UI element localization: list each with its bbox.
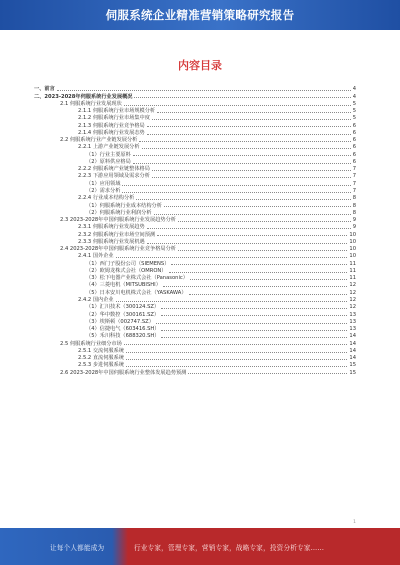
toc-entry[interactable] [34,238,356,245]
toc-leader-dots [188,373,347,374]
toc-entry-page: 4 [352,86,356,93]
toc-leader-dots [126,359,347,360]
report-title: 伺服系统企业精准营销策略研究报告 [105,8,295,22]
toc-entry[interactable] [34,274,356,281]
toc-entry[interactable] [34,187,356,194]
toc-entry[interactable] [34,129,356,136]
toc-leader-dots [152,119,351,120]
toc-entry-label: （5）禾川科技（688320.SH） [86,333,160,340]
toc-entry-label: 2.1.4 伺服系统行业发展态势 [78,129,145,136]
toc-entry-label: 2.1 伺服系统行业发展现状 [60,100,122,107]
toc-leader-dots [161,330,347,331]
toc-entry-page: 13 [349,318,356,325]
toc-entry-label: 2.1.2 伺服系统行业市场集中度 [78,115,150,122]
toc-entry-label: （2）需求分析 [86,187,121,194]
toc-entry-label: 2.1.1 伺服系统行业市场规模分析 [78,108,156,115]
toc-entry-page: 10 [349,246,356,253]
toc-entry-page: 14 [349,340,356,347]
toc-leader-dots [122,192,350,193]
toc-leader-dots [133,155,351,156]
toc-entry-label: 2.3 2023-2028年中国伺服系统行业发展趋势分析 [60,217,176,224]
toc-entry-label: 2.5.3 步进伺服系统 [78,362,124,369]
toc-entry[interactable] [34,296,356,303]
toc-entry-page: 10 [349,253,356,260]
toc-leader-dots [124,105,351,106]
toc-entry[interactable] [34,172,356,179]
toc-entry-label: 2.3.2 伺服系统行业市场空间预测 [78,231,156,238]
toc-entry[interactable] [34,165,356,172]
toc-entry-label: （1）西门子股份公司（SIEMENS） [86,260,170,267]
toc-entry-label: 2.2.2 伺服系统产业链整体格局 [78,166,150,173]
toc-entry-page: 6 [352,137,356,144]
toc-entry-page: 6 [352,129,356,136]
toc-entry[interactable] [34,216,356,223]
toc-entry[interactable] [34,150,356,157]
toc-leader-dots [157,235,347,236]
toc-leader-dots [169,272,348,273]
toc-entry-page: 12 [349,282,356,289]
toc-entry-page: 6 [352,151,356,158]
toc-entry-label: 2.2.4 行业成本结构分析 [78,195,135,202]
toc-entry-label: 2.3.3 伺服系统行业发展机遇 [78,238,145,245]
toc-leader-dots [161,337,347,338]
toc-entry-page: 9 [352,224,356,231]
toc-entry[interactable] [34,92,356,99]
toc-leader-dots [124,344,348,345]
toc-entry-page: 7 [352,187,356,194]
toc-leader-dots [189,294,348,295]
toc-entry-label: 一、前言 [34,86,55,93]
toc-leader-dots [134,97,350,98]
toc-leader-dots [178,221,351,222]
toc-entry-label: 2.5.1 交流伺服系统 [78,347,124,354]
toc-entry-page: 12 [349,289,356,296]
toc-entry[interactable] [34,114,356,121]
toc-leader-dots [116,257,348,258]
toc-leader-dots [136,199,350,200]
toc-entry-page: 8 [352,195,356,202]
toc-leader-dots [161,315,347,316]
toc-leader-dots [164,206,351,207]
toc-entry-label: 2.4 2023-2028年中国伺服系统行业竞争格局分析 [60,246,176,253]
toc-entry-label: （2）伺服系统行业利润分析 [86,209,152,216]
footer-tagline: 行业专家，管理专家，营销专家，战略专家，投资分析专家…… [134,544,325,552]
toc-entry-page: 14 [349,347,356,354]
toc-entry-page: 5 [352,115,356,122]
toc-leader-dots [122,185,350,186]
toc-entry-page: 14 [349,333,356,340]
toc-leader-dots [161,308,347,309]
toc-entry-page: 7 [352,173,356,180]
toc-entry-page: 12 [349,304,356,311]
toc-leader-dots [126,366,347,367]
toc-entry[interactable] [34,194,356,201]
toc-entry-page: 7 [352,166,356,173]
toc-entry[interactable] [34,85,356,92]
toc-entry[interactable] [34,361,356,368]
toc-entry-page: 11 [349,275,356,282]
toc-entry-page: 12 [349,296,356,303]
table-of-contents [34,85,356,376]
toc-entry-page: 4 [352,93,356,100]
toc-leader-dots [156,323,347,324]
toc-entry-label: （1）应用领域 [86,180,121,187]
toc-entry[interactable] [34,121,356,128]
toc-leader-dots [116,301,348,302]
toc-entry-label: 2.5 伺服系统行业细分市场 [60,340,122,347]
toc-entry-label: （2）欧姆龙株式会社（OMRON） [86,267,167,274]
toc-entry-label: （1）汇川技术（300124.SZ） [86,304,160,311]
toc-leader-dots [147,134,351,135]
toc-entry-page: 10 [349,238,356,245]
toc-entry[interactable] [34,136,356,143]
toc-entry-page: 10 [349,231,356,238]
toc-entry[interactable] [34,223,356,230]
toc-entry-page: 9 [352,217,356,224]
toc-entry[interactable] [34,267,356,274]
toc-entry-page: 11 [349,260,356,267]
toc-leader-dots [154,214,351,215]
toc-leader-dots [152,170,351,171]
toc-entry-page: 13 [349,326,356,333]
toc-leader-dots [190,279,347,280]
toc-leader-dots [142,148,351,149]
toc-entry-page: 5 [352,108,356,115]
toc-entry-label: （3）松下电器产业株式会社（Panasonic） [86,275,188,282]
toc-entry[interactable] [34,259,356,266]
toc-leader-dots [178,250,347,251]
toc-leader-dots [157,112,351,113]
toc-entry[interactable] [34,339,356,346]
toc-entry-label: 2.4.1 国外企业 [78,253,114,260]
toc-entry-page: 6 [352,122,356,129]
toc-entry[interactable] [34,310,356,317]
toc-leader-dots [152,177,351,178]
report-header-banner [0,0,400,30]
toc-leader-dots [133,163,351,164]
toc-entry[interactable] [34,209,356,216]
toc-entry-page: 8 [352,202,356,209]
toc-entry-label: （2）原料供应格局 [86,158,131,165]
toc-entry[interactable] [34,158,356,165]
toc-leader-dots [139,141,350,142]
toc-entry-label: 2.3.1 伺服系统行业发展趋势 [78,224,145,231]
toc-leader-dots [57,90,351,91]
toc-entry[interactable] [34,245,356,252]
toc-leader-dots [147,243,348,244]
toc-entry[interactable] [34,143,356,150]
toc-leader-dots [147,228,351,229]
toc-entry[interactable] [34,230,356,237]
toc-entry-label: 2.5.2 直流伺服系统 [78,355,124,362]
toc-leader-dots [147,126,351,127]
toc-entry-page: 8 [352,209,356,216]
footer-slogan: 让每个人都能成为 [50,544,105,552]
toc-entry-page: 15 [349,362,356,369]
toc-heading: 内容目录 [178,59,222,72]
toc-entry-page: 15 [349,369,356,376]
toc-entry[interactable] [34,281,356,288]
toc-entry[interactable] [34,354,356,361]
toc-entry[interactable] [34,252,356,259]
toc-entry[interactable] [34,201,356,208]
toc-entry-label: （1）伺服系统行业成本结构分析 [86,202,162,209]
toc-entry-label: （4）三菱电机（MITSUBISHI） [86,282,161,289]
toc-leader-dots [163,286,348,287]
toc-entry-label: 2.1.3 伺服系统行业竞争格局 [78,122,145,129]
toc-entry[interactable] [34,107,356,114]
toc-entry-label: 2.4.2 国内企业 [78,296,114,303]
toc-entry-label: （5）日本安川电机株式会社（YASKAWA） [86,289,187,296]
toc-entry-label: 2.2 伺服系统行业产业链发展分析 [60,137,138,144]
toc-entry-label: （4）信捷电气（603416.SH） [86,326,160,333]
toc-entry-label: （3）埃斯顿（002747.SZ） [86,318,154,325]
toc-leader-dots [126,352,347,353]
toc-entry-page: 13 [349,311,356,318]
toc-entry-page: 6 [352,158,356,165]
toc-entry[interactable] [34,303,356,310]
toc-entry-label: 2.6 2023-2028年中国伺服系统行业整体发展趋势预测 [60,369,187,376]
page-number: 1 [353,520,356,525]
footer-banner [0,528,400,565]
toc-entry[interactable] [34,288,356,295]
toc-entry[interactable] [34,368,356,375]
toc-entry-label: （2）华中数控（300161.SZ） [86,311,160,318]
toc-entry[interactable] [34,318,356,325]
toc-entry-page: 5 [352,100,356,107]
toc-entry-label: （1）行业主要原料 [86,151,131,158]
toc-entry-label: 2.2.3 下游应用领域及需求分析 [78,173,150,180]
toc-entry[interactable] [34,325,356,332]
toc-entry-page: 7 [352,180,356,187]
toc-entry[interactable] [34,332,356,339]
toc-entry-label: 2.2.1 上游产业链发展分析 [78,144,140,151]
toc-leader-dots [171,264,347,265]
toc-entry[interactable] [34,100,356,107]
toc-entry-page: 6 [352,144,356,151]
toc-entry[interactable] [34,179,356,186]
toc-entry-page: 11 [349,267,356,274]
toc-entry-page: 14 [349,355,356,362]
toc-entry-label: 二、2023-2028年伺服系统行业发展概况 [34,93,133,100]
toc-entry[interactable] [34,347,356,354]
